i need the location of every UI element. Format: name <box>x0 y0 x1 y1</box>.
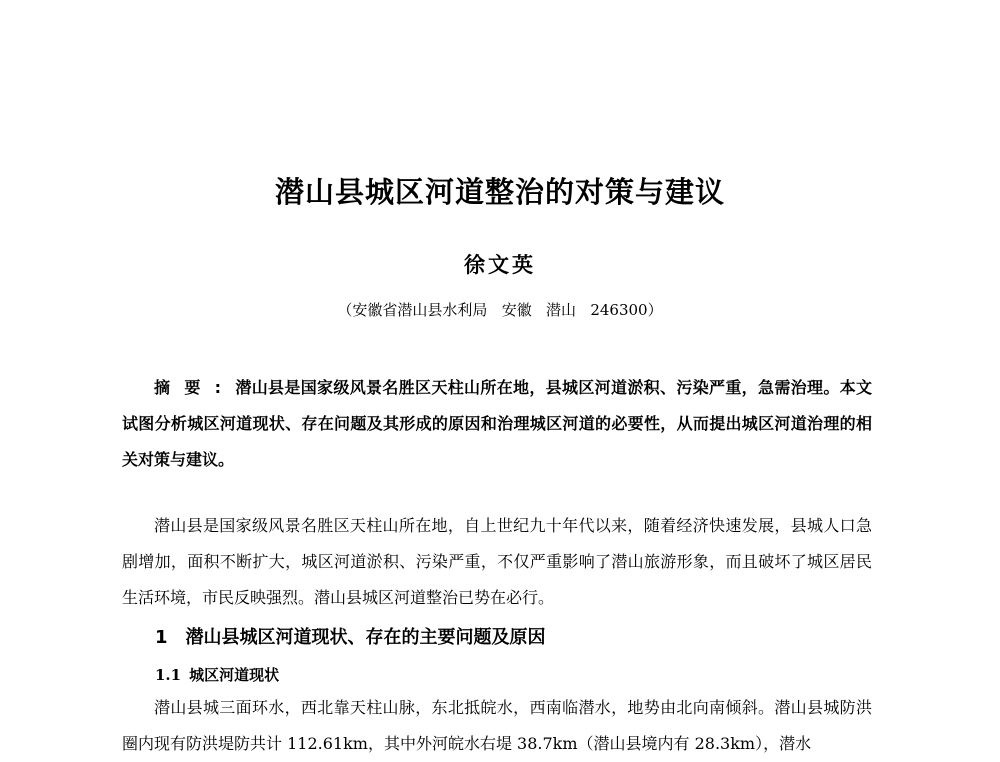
section-number: 1 <box>155 627 168 648</box>
section-title: 潜山县城区河道现状、存在的主要问题及原因 <box>185 627 546 648</box>
intro-paragraph: 潜山县是国家级风景名胜区天柱山所在地，自上世纪九十年代以来，随着经济快速发展，县城人口急剧增加，面积不断扩大，城区河道淤积、污染严重，不仅严重影响了潜山旅游形象，而且破坏了城区居民生活环境，市民反映强烈。潜山县城区河道整治已势在必行。 <box>122 516 872 607</box>
subsection-number: 1.1 <box>155 666 182 684</box>
subsection-paragraph: 潜山县城三面环水，西北靠天柱山脉，东北抵皖水，西南临潜水，地势由北向南倾斜。潜山县城防洪圈内现有防洪堤防共计 112.61km，其中外河皖水右堤 38.7km（潜山县境内有 28.3km），潜水 <box>122 698 872 753</box>
author-name: 徐文英 <box>464 253 536 277</box>
abstract-text: 潜山县是国家级风景名胜区天柱山所在地，县城区河道淤积、污染严重，急需治理。本文试图分析城区河道现状、存在问题及其形成的原因和治理城区河道的必要性，从而提出城区河道治理的相关对策与建议。 <box>122 378 872 469</box>
subsection-heading-1-1 <box>155 662 279 688</box>
subsection-title: 城区河道现状 <box>189 666 280 684</box>
abstract-label: 摘要: <box>154 378 236 397</box>
author-affiliation: （安徽省潜山县水利局 安徽 潜山 246300） <box>337 301 663 319</box>
section-heading-1 <box>155 624 546 652</box>
paper-title: 潜山县城区河道整治的对策与建议 <box>274 175 725 209</box>
abstract <box>122 370 872 478</box>
